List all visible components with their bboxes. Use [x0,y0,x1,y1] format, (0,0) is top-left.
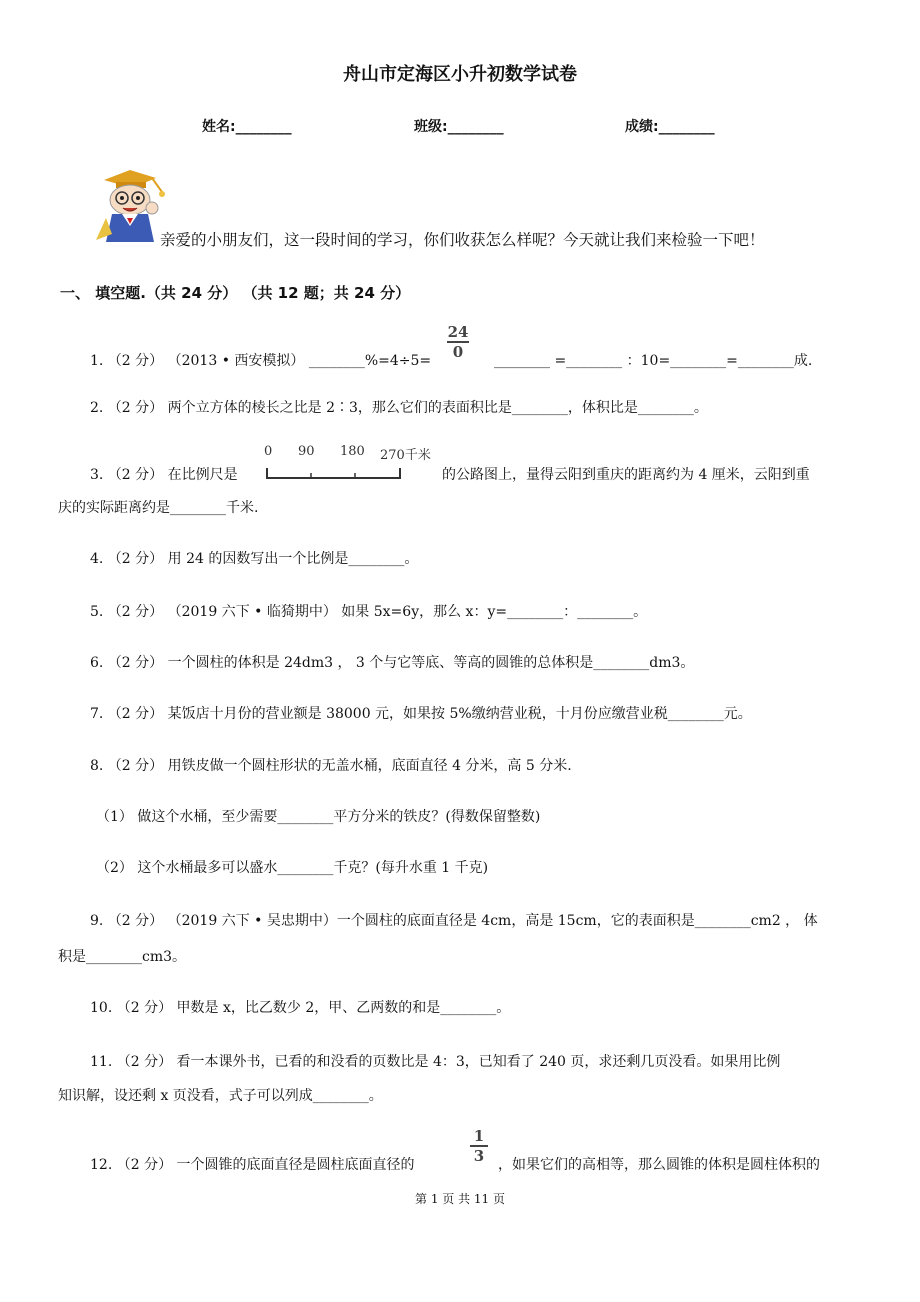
question-4: 4. （2 分） 用 24 的因数写出一个比例是________。 [90,551,419,567]
scale-label-0: 0 [264,444,273,459]
class-field[interactable]: 班级:________ [414,119,504,135]
scale-bar [262,444,442,480]
scale-label-180: 180 [340,444,365,459]
fraction-denominator: 0 [452,342,464,361]
scale-label-270: 270千米 [380,448,431,463]
question-12-part-b: ，如果它们的高相等，那么圆锥的体积是圆柱体积的 [498,1157,820,1173]
question-3-part-b: 的公路图上，量得云阳到重庆的距离约为 4 厘米，云阳到重 [442,467,810,483]
question-2: 2. （2 分） 两个立方体的棱长之比是 2∶3，那么它们的表面积比是________，体积比是________。 [90,400,708,416]
page-title: 舟山市定海区小升初数学试卷 [343,64,577,85]
question-7: 7. （2 分） 某饭店十月份的营业额是 38000 元，如果按 5%缴纳营业税，十月份应缴营业税________元。 [90,706,752,722]
question-1-part-b: ________ =________ ：10=________=________成. [494,353,813,369]
question-9-part-b: 积是________cm3。 [58,949,187,965]
fraction-numerator: 24 [447,323,469,341]
question-5: 5. （2 分） （2019 六下 • 临猗期中） 如果 5x=6y，那么 x：y=________：________。 [90,604,648,620]
question-6: 6. （2 分） 一个圆柱的体积是 24dm3 ， 3 个与它等底、等高的圆锥的总体积是________dm3。 [90,655,695,671]
question-9-part-a: 9. （2 分） （2019 六下 • 吴忠期中）一个圆柱的底面直径是 4cm，高是 15cm，它的表面积是________cm2 ， 体 [90,913,818,929]
question-12-part-a: 12. （2 分） 一个圆锥的底面直径是圆柱底面直径的 [90,1157,415,1173]
question-3-part-c: 庆的实际距离约是________千米. [58,500,259,516]
question-10: 10. （2 分） 甲数是 x，比乙数少 2，甲、乙两数的和是________。 [90,1000,511,1016]
fraction-denominator: 3 [473,1146,485,1165]
question-8: 8. （2 分） 用铁皮做一个圆柱形状的无盖水桶，底面直径 4 分米，高 5 分米. [90,758,572,774]
page-footer: 第 1 页 共 11 页 [415,1192,505,1206]
question-11-part-a: 11. （2 分） 看一本课外书，已看的和没看的页数比是 4：3，已知看了 240 页，求还剩几页没看。如果用比例 [90,1054,781,1070]
question-12-fraction [470,1128,488,1164]
question-11-part-b: 知识解，设还剩 x 页没看，式子可以列成________。 [58,1088,383,1104]
question-1-part-a: 1. （2 分） （2013 • 西安模拟） ________%=4÷5= [90,353,432,369]
section-heading: 一、 填空题.（共 24 分） （共 12 题；共 24 分） [60,284,411,302]
scale-label-90: 90 [298,444,315,459]
scale-ruler [266,466,402,480]
greeting-text: 亲爱的小朋友们，这一段时间的学习，你们收获怎么样呢？今天就让我们来检验一下吧！ [160,231,765,249]
score-field[interactable]: 成绩:________ [625,119,715,135]
question-3-part-a: 3. （2 分） 在比例尺是 [90,467,238,483]
fraction-numerator: 1 [473,1127,485,1145]
name-field[interactable]: 姓名:________ [202,119,292,135]
question-8-sub-1: （1） 做这个水桶，至少需要________平方分米的铁皮？(得数保留整数) [96,809,541,825]
mascot-icon [90,168,170,246]
question-8-sub-2: （2） 这个水桶最多可以盛水________千克？(每升水重 1 千克) [96,860,489,876]
question-1-fraction [447,324,469,360]
